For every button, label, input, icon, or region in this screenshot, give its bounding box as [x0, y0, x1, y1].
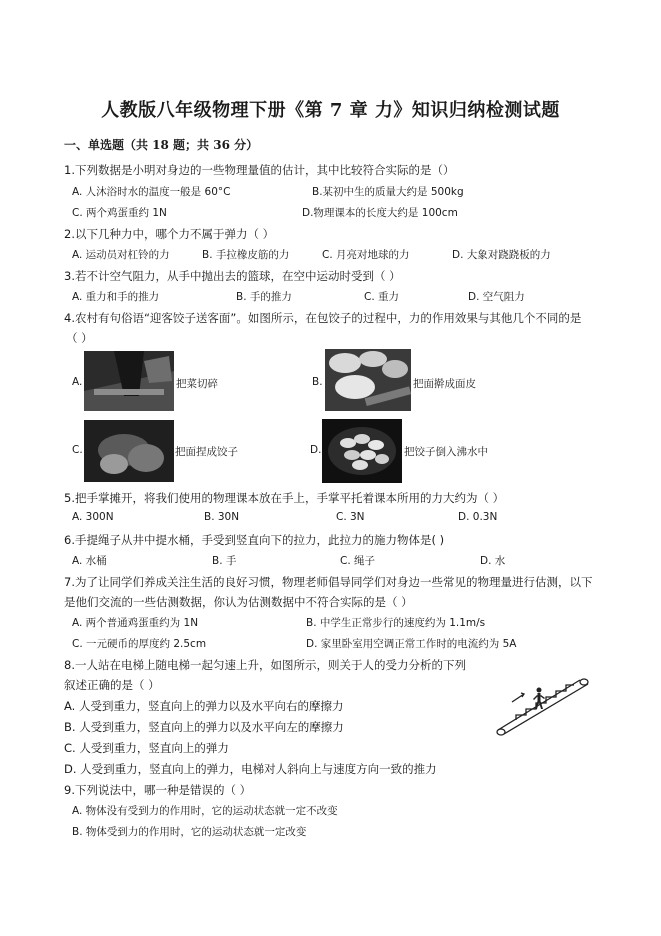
- question-stem: 8.一人站在电梯上随电梯一起匀速上升，如图所示，则关于人的受力分析的下列: [64, 658, 466, 672]
- option-d: D. 水: [480, 555, 506, 567]
- option-b: B. 手: [212, 555, 237, 567]
- question-stem-cont: 是他们交流的一些估测数据，你认为估测数据中不符合实际的是（ ）: [64, 595, 413, 609]
- option-b: B. 手的推力: [236, 291, 292, 303]
- option-c: C. 3N: [336, 511, 365, 523]
- option-a: A. 人受到重力，竖直向上的弹力以及水平向右的摩擦力: [64, 699, 344, 713]
- photo-pinching-dumplings: [84, 420, 174, 482]
- option-a: A. 水桶: [72, 555, 107, 567]
- option-c: C. 一元硬币的厚度约 2.5cm: [72, 638, 207, 650]
- option-b: B. 物体受到力的作用时，它的运动状态就一定改变: [72, 826, 307, 838]
- question-stem: 2.以下几种力中，哪个力不属于弹力（ ）: [64, 227, 275, 241]
- option-a: A. 300N: [72, 511, 114, 523]
- photo-dumplings-boiling: [322, 419, 402, 483]
- question-stem: 9.下列说法中，哪一种是错误的（ ）: [64, 783, 252, 797]
- option-c: C. 两个鸡蛋重约 1N: [72, 207, 167, 219]
- question-stem: 4.农村有句俗语“迎客饺子送客面”。如图所示，在包饺子的过程中，力的作用效果与其他几个不同的是: [64, 311, 582, 325]
- question-stem: 6.手提绳子从井中提水桶，手受到竖直向下的拉力，此拉力的施力物体是( ): [64, 533, 445, 547]
- option-b: B. 中学生正常步行的速度约为 1.1m/s: [306, 617, 486, 629]
- option-c-label: C.: [72, 444, 83, 456]
- option-d: D. 0.3N: [458, 511, 498, 523]
- option-c: C. 绳子: [340, 555, 376, 567]
- question-stem: 1.下列数据是小明对身边的一些物理量值的估计，其中比较符合实际的是（）: [64, 163, 455, 177]
- option-d-text: 把饺子倒入沸水中: [404, 446, 488, 458]
- option-a-label: A.: [72, 376, 83, 388]
- question-stem: 3.若不计空气阻力，从手中抛出去的篮球，在空中运动时受到（ ）: [64, 269, 401, 283]
- option-b: B. 人受到重力，竖直向上的弹力以及水平向左的摩擦力: [64, 720, 344, 734]
- option-b: B. 手拉橡皮筋的力: [202, 249, 290, 261]
- option-a: A. 重力和手的推力: [72, 291, 160, 303]
- section-heading: 一、单选题（共 18 题；共 36 分）: [64, 138, 259, 152]
- escalator-diagram: [494, 668, 592, 736]
- question-stem: 7.为了让同学们养成关注生活的良好习惯，物理老师倡导同学们对身边一些常见的物理量进行估测，以下: [64, 575, 593, 589]
- option-b-text: 把面擀成面皮: [413, 378, 476, 390]
- option-a-text: 把菜切碎: [176, 378, 218, 390]
- option-c: C. 月亮对地球的力: [322, 249, 410, 261]
- option-d: D. 大象对跷跷板的力: [452, 249, 551, 261]
- option-d-label: D.: [310, 444, 322, 456]
- option-d: D. 空气阻力: [468, 291, 525, 303]
- option-b: B. 30N: [204, 511, 240, 523]
- option-a: A. 两个普通鸡蛋重约为 1N: [72, 617, 199, 629]
- page-title: 人教版八年级物理下册《第 7 章 力》知识归纳检测试题: [101, 100, 560, 121]
- option-a: A. 人沐浴时水的温度一般是 60°C: [72, 186, 231, 198]
- question-stem-cont: 叙述正确的是（ ）: [64, 678, 160, 692]
- option-d: D.物理课本的长度大约是 100cm: [302, 207, 458, 219]
- option-b-label: B.: [312, 376, 323, 388]
- option-d: D. 家里卧室用空调正常工作时的电流约为 5A: [306, 638, 517, 650]
- option-a: A. 物体没有受到力的作用时，它的运动状态就一定不改变: [72, 805, 338, 817]
- option-c-text: 把面捏成饺子: [175, 446, 238, 458]
- photo-rolling-dough: [325, 349, 411, 411]
- option-b: B.某初中生的质量大约是 500kg: [312, 186, 464, 198]
- question-stem-cont: （ ）: [66, 331, 93, 345]
- photo-cutting-vegetables: [84, 351, 174, 411]
- option-d: D. 人受到重力，竖直向上的弹力，电梯对人斜向上与速度方向一致的推力: [64, 762, 437, 776]
- question-stem: 5.把手掌摊开，将我们使用的物理课本放在手上，手掌平托着课本所用的力大约为（ ）: [64, 491, 505, 505]
- option-a: A. 运动员对杠铃的力: [72, 249, 170, 261]
- option-c: C. 重力: [364, 291, 400, 303]
- option-c: C. 人受到重力，竖直向上的弹力: [64, 741, 229, 755]
